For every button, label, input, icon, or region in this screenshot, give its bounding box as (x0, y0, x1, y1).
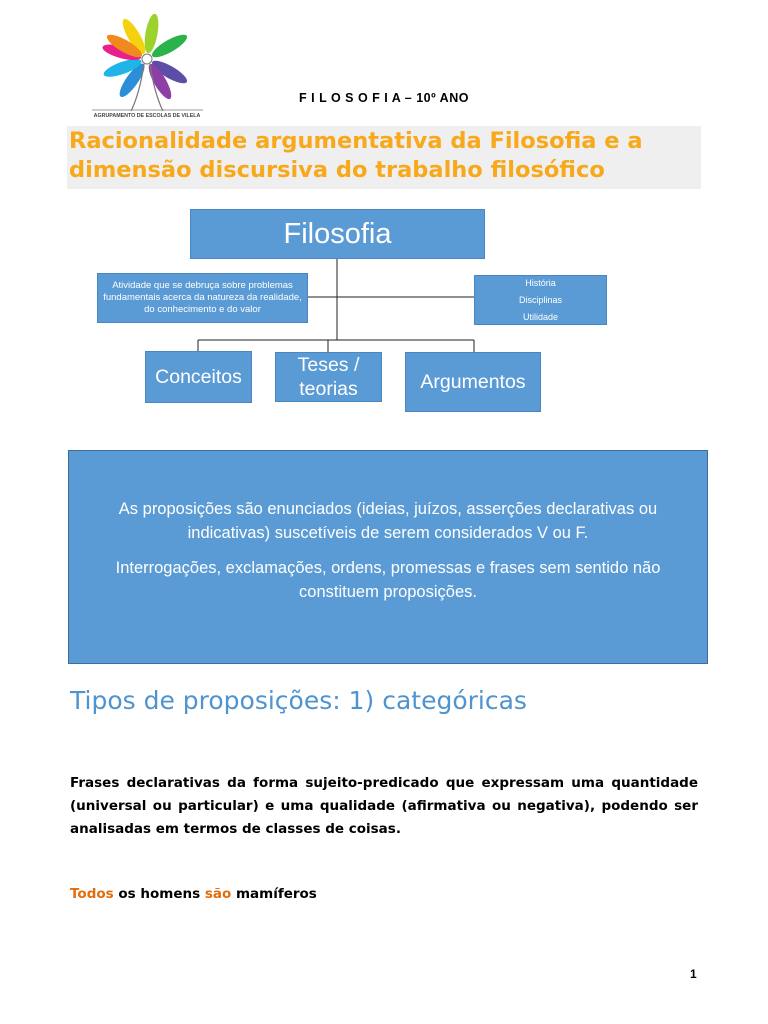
example-subject: os homens (113, 886, 205, 902)
diagram-child-label: Argumentos (420, 370, 526, 393)
diagram-child-label: Teses / teorias (297, 354, 360, 400)
diagram-child-box-argumentos (405, 352, 541, 412)
diagram-definition-text: Atividade que se debruça sobre problemas fundamentais acerca da natureza da realidade, do conhecimento e do valor (103, 280, 302, 315)
diagram-root-label: Filosofia (283, 217, 392, 250)
logo-caption: AGRUPAMENTO DE ESCOLAS DE VILELA (93, 113, 201, 119)
diagram-root-box (190, 209, 485, 259)
body-paragraph: Frases declarativas da forma sujeito-predicado que expressam uma quantidade (universal ou particular) e uma qualidade (afirmativa ou negativa), podendo ser analisadas em termos de classes de coisas. (70, 775, 698, 837)
example-copula: são (204, 886, 232, 902)
example-quantifier: Todos (70, 886, 114, 902)
section-heading: Tipos de proposições: 1) categóricas (70, 686, 527, 715)
course-title: F I L O S O F I A – 10º ANO (299, 91, 469, 105)
diagram-child-label: Conceitos (155, 365, 242, 388)
definition-box (68, 450, 708, 664)
header-title (0, 91, 768, 105)
diagram-definition-note (97, 273, 308, 323)
definition-paragraph: As proposições são enunciados (ideias, juízos, asserções declarativas ou indicativas) suscetíveis de serem considerados V ou F. (118, 500, 658, 542)
diagram-aspect-item: História (525, 277, 556, 288)
diagram-aspect-item: Disciplinas (518, 294, 562, 305)
example-predicate: mamíferos (231, 886, 317, 902)
diagram-child-box-teses (275, 352, 382, 402)
diagram-aspect-item: Utilidade (522, 311, 559, 322)
document-title: Racionalidade argumentativa da Filosofia e a dimensão discursiva do trabalho filosófico (69, 128, 643, 183)
diagram-aspects-note (474, 275, 607, 325)
example-sentence (70, 886, 317, 902)
diagram-child-box-conceitos (145, 351, 252, 403)
page-number: 1 (690, 967, 697, 981)
definition-paragraph: Interrogações, exclamações, ordens, promessas e frases sem sentido não constituem proposições. (115, 559, 661, 601)
